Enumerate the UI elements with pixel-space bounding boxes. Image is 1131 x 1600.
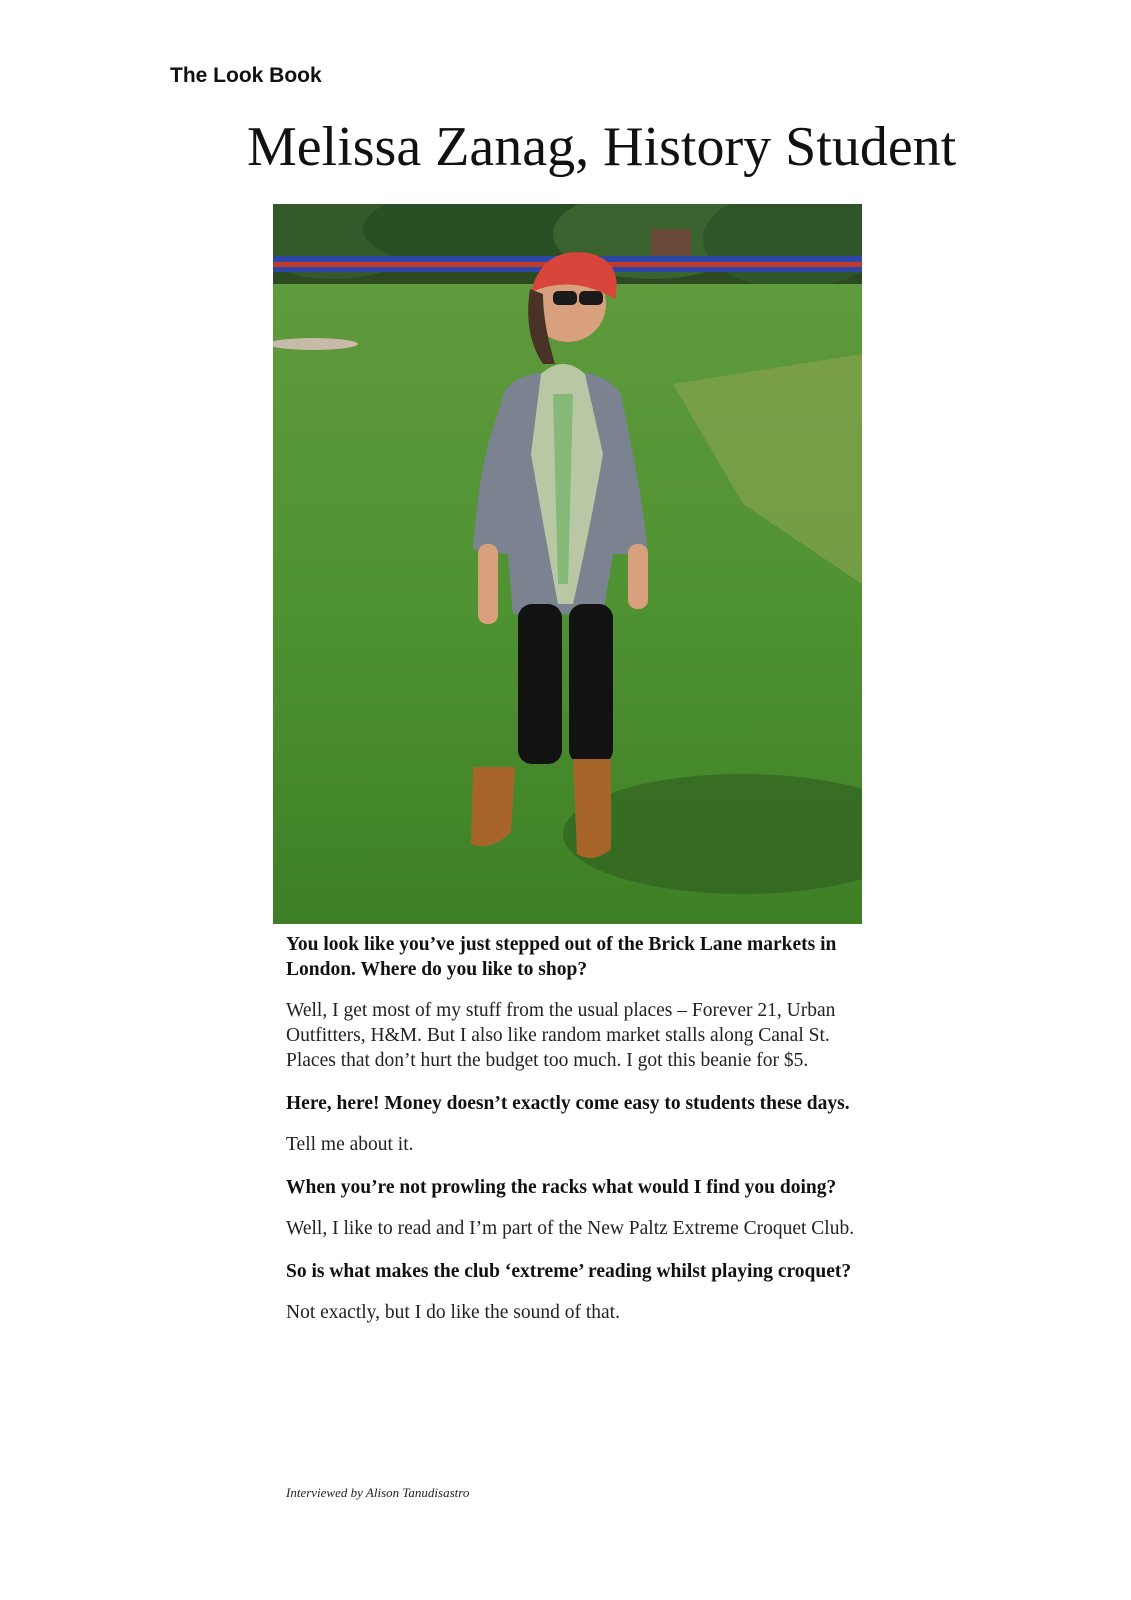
page-title: Melissa Zanag, History Student: [247, 116, 957, 178]
interview-body: [286, 932, 876, 1343]
interview-question: You look like you’ve just stepped out of the Brick Lane markets in London. Where do you like to shop?: [286, 934, 837, 980]
interviewer-credit: Interviewed by Alison Tanudisastro: [286, 1485, 470, 1500]
section-label: The Look Book: [170, 64, 322, 87]
interview-question: Here, here! Money doesn’t exactly come easy to students these days.: [286, 1093, 850, 1114]
interview-question: When you’re not prowling the racks what would I find you doing?: [286, 1177, 837, 1198]
interview-question: So is what makes the club ‘extreme’ reading whilst playing croquet?: [286, 1261, 852, 1282]
interview-answer: Well, I get most of my stuff from the usual places – Forever 21, Urban Outfitters, H&M. But I also like random market stalls along Canal St. Places that don’t hurt the budget too much. I got this beanie for $5.: [286, 1000, 836, 1071]
portrait-photo: [273, 204, 862, 924]
interview-answer: Tell me about it.: [286, 1134, 414, 1155]
interview-answer: Not exactly, but I do like the sound of that.: [286, 1302, 620, 1323]
interview-answer: Well, I like to read and I’m part of the New Paltz Extreme Croquet Club.: [286, 1218, 855, 1239]
